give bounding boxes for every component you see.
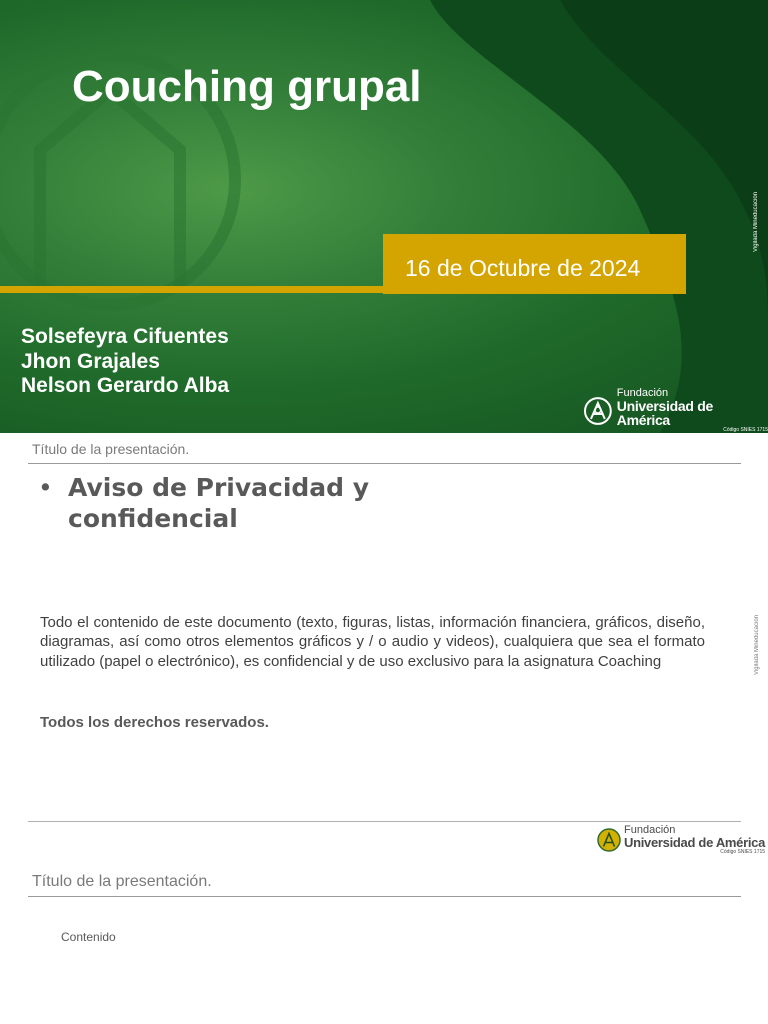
- logo-line-snies: Código SNIES 1715: [720, 849, 766, 855]
- privacy-notice-text: Todo el contenido de este documento (texto, figuras, listas, información financiera, gráficos, diseño, diagramas, así como otros elementos gráficos y / o audio y videos), cualquiera que sea el formato utilizado (papel o electrónico), es confidencial y de uso exclusivo para la asignatura Coaching: [40, 614, 705, 670]
- logo-line-snies: Código SNIES 1715: [723, 427, 768, 433]
- vigilada-mineducacion-label: Vigilada Mineducación: [753, 192, 759, 252]
- slide-header: Título de la presentación.: [32, 873, 212, 890]
- university-logo: [583, 388, 768, 433]
- bullet-heading: [38, 472, 438, 534]
- cover-slide: [0, 0, 768, 433]
- university-logo: [597, 825, 765, 855]
- slide-header: Título de la presentación.: [32, 441, 190, 457]
- header-divider: [28, 896, 741, 897]
- bullet-icon: •: [38, 473, 53, 502]
- university-seal-icon: [597, 828, 621, 852]
- presentation-title: Couching grupal: [72, 62, 422, 111]
- date-box: 16 de Octubre de 2024: [383, 234, 686, 294]
- author-list: [21, 325, 229, 399]
- author-name: Jhon Grajales: [21, 349, 160, 373]
- university-seal-icon: [583, 396, 613, 426]
- header-divider: [28, 463, 741, 464]
- vigilada-mineducacion-label: Vigilada Mineducación: [754, 615, 760, 675]
- logo-line-fundacion: Fundación: [624, 824, 676, 836]
- author-name: Nelson Gerardo Alba: [21, 374, 230, 397]
- author-name: Solsefeyra Cifuentes: [21, 325, 229, 348]
- logo-line-fundacion: Fundación: [616, 387, 669, 399]
- rights-reserved-text: Todos los derechos reservados.: [40, 714, 269, 731]
- bullet-heading-text: Aviso de Privacidad y confidencial: [68, 473, 370, 533]
- logo-line-universidad: Universidad de América: [624, 835, 766, 850]
- content-label: Contenido: [61, 930, 116, 944]
- gold-accent-line: [0, 286, 384, 293]
- footer-divider: [28, 821, 741, 822]
- logo-line-universidad: Universidad de América: [616, 398, 713, 428]
